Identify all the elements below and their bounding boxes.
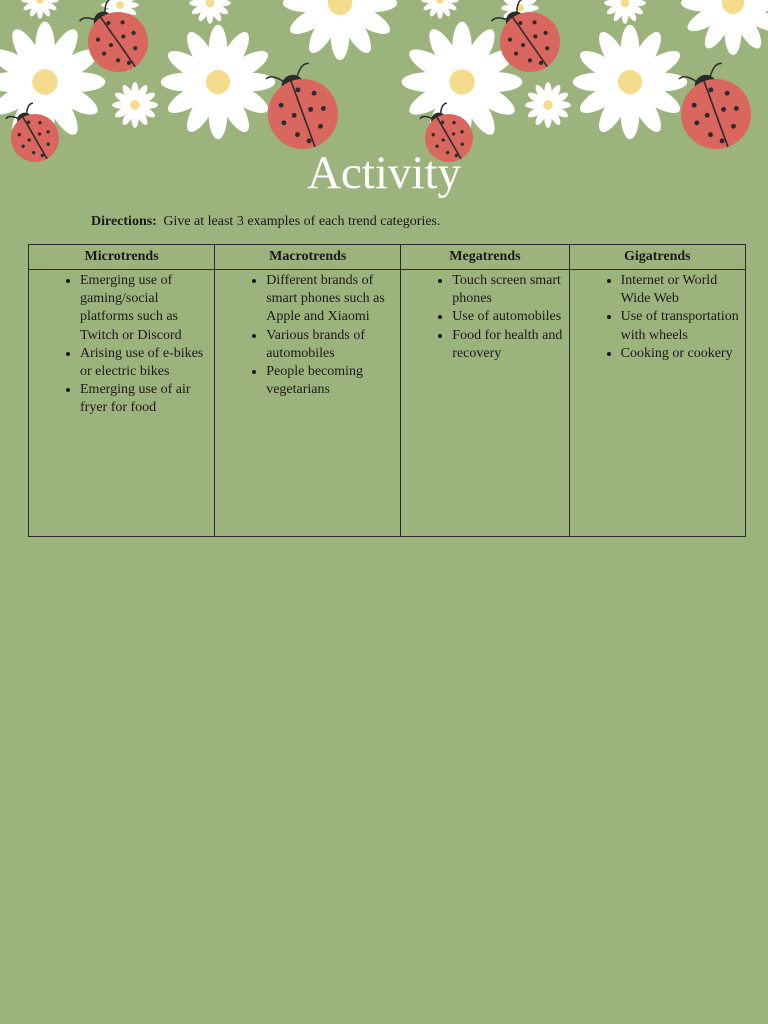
table-row [29,270,746,537]
list-item: • Food for health and recovery [452,327,564,363]
list-item: • Arising use of e-bikes or electric bikes [80,345,210,381]
cell-megatrends [401,270,569,537]
ladybug-icon [71,0,160,84]
daisy-flower-icon [189,0,231,24]
header-megatrends: Megatrends [401,245,569,270]
directions-label: Directions: [91,214,157,229]
list-microtrends [29,272,214,418]
table-header-row [29,245,746,270]
header-microtrends: Microtrends [29,245,215,270]
daisy-flower-icon [283,0,397,60]
cell-gigatrends [569,270,745,537]
daisy-flower-icon [681,0,768,55]
list-item: • Emerging use of air fryer for food [80,381,210,417]
daisy-flower-icon [604,0,646,24]
cell-macrotrends [215,270,401,537]
trends-table [28,244,746,537]
page-title: Activity [306,147,462,199]
directions [91,213,441,231]
list-item: • Internet or World Wide Web [621,272,741,308]
list-megatrends [401,272,568,363]
daisy-flower-icon [421,0,458,19]
list-item: • Cooking or cookery [621,345,741,363]
list-item: • Use of transportation with wheels [621,308,741,344]
daisy-flower-icon [573,25,687,139]
directions-text: Give at least 3 examples of each trend categories. [163,214,441,229]
list-item: • Touch screen smart phones [452,272,564,308]
daisy-flower-icon [112,82,158,128]
list-item: • People becoming vegetarians [266,363,396,399]
cell-microtrends [29,270,215,537]
list-macrotrends [215,272,400,399]
list-item: • Different brands of smart phones such as Apple and Xiaomi [266,272,396,327]
header-macrotrends: Macrotrends [215,245,401,270]
list-item: • Use of automobiles [452,308,564,326]
daisy-flower-icon [21,0,58,19]
daisy-flower-icon [525,82,571,128]
daisy-flower-icon [161,25,275,139]
list-gigatrends [570,272,745,363]
list-item: • Various brands of automobiles [266,327,396,363]
list-item: • Emerging use of gaming/social platforms such as Twitch or Discord [80,272,210,345]
header-gigatrends: Gigatrends [569,245,745,270]
